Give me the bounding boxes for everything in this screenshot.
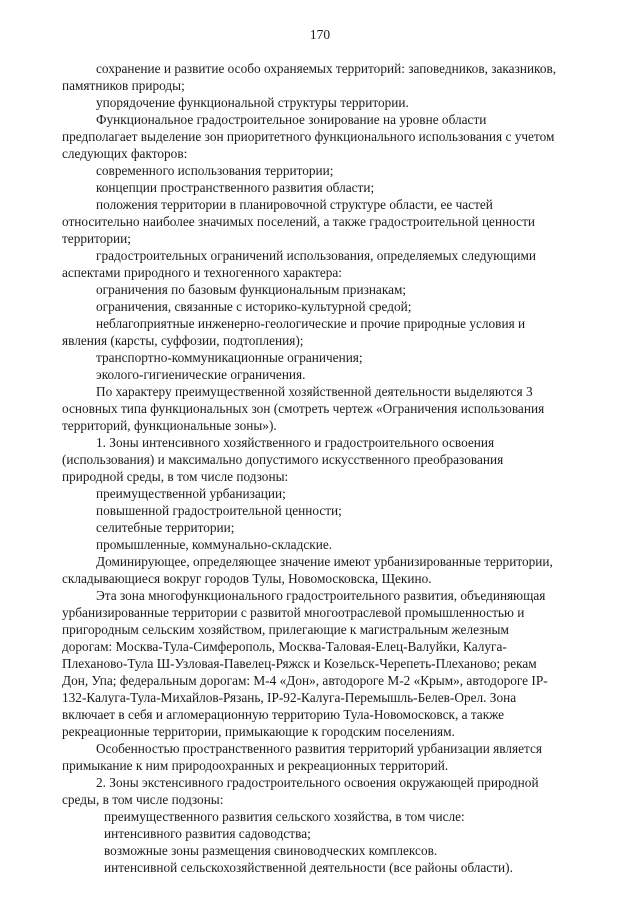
text-line: включает в себя и агломерационную территорию Тула-Новомосковск, а также (62, 707, 505, 722)
text-line: ограничения по базовым функциональным признакам; (96, 282, 407, 297)
text-line: возможные зоны размещения свиноводческих комплексов. (104, 843, 438, 858)
text-line: дорогам: Москва-Тула-Симферополь, Москва-Таловая-Елец-Валуйки, Калуга- (62, 639, 507, 654)
text-line: среды, в том числе подзоны: (62, 792, 224, 807)
text-line: интенсивного развития садоводства; (104, 826, 311, 841)
text-line: памятников природы; (62, 78, 185, 93)
text-line: складывающиеся вокруг городов Тулы, Новомосковска, Щекино. (62, 571, 432, 586)
text-line: Эта зона многофункционального градостроительного развития, объединяющая (96, 588, 546, 603)
text-line: повышенной градостроительной ценности; (96, 503, 342, 518)
text-line: Дон, Упа; федеральным дорогам: М-4 «Дон», автодороге М-2 «Крым», автодороге IP- (62, 673, 548, 688)
text-line: Плеханово-Тула Ш-Узловая-Павелец-Ряжск и Козельск-Черепеть-Плеханово; рекам (62, 656, 537, 671)
text-line: современного использования территории; (96, 163, 334, 178)
text-line: явления (карсты, суффозии, подтопления); (62, 333, 304, 348)
text-line: территорий, функциональные зоны»). (62, 418, 277, 433)
text-line: предполагает выделение зон приоритетного функционального использования с учетом (62, 129, 555, 144)
text-line: относительно наиболее значимых поселений, а также градостроительной ценности (62, 214, 536, 229)
text-line: ограничения, связанные с историко-культурной средой; (96, 299, 412, 314)
text-line: интенсивной сельскохозяйственной деятельности (все районы области). (104, 860, 513, 875)
text-line: примыкание к ним природоохранных и рекреационных территорий. (62, 758, 449, 773)
text-line: пригородным сельским хозяйством, прилегающие к магистральным железным (62, 622, 509, 637)
text-line: территории; (62, 231, 131, 246)
text-line: следующих факторов: (62, 146, 188, 161)
text-line: рекреационные территории, примыкающие к городским поселениям. (62, 724, 455, 739)
text-line: основных типа функциональных зон (смотреть чертеж «Ограничения использования (62, 401, 545, 416)
text-line: 132-Калуга-Тула-Михайлов-Рязань, IP-92-Калуга-Перемышль-Белев-Орел. Зона (62, 690, 517, 705)
text-line: упорядочение функциональной структуры территории. (96, 95, 409, 110)
text-line: концепции пространственного развития области; (96, 180, 375, 195)
text-line: 1. Зоны интенсивного хозяйственного и градостроительного освоения (96, 435, 495, 450)
text-line: Доминирующее, определяющее значение имеют урбанизированные территории, (96, 554, 553, 569)
text-line: градостроительных ограничений использования, определяемых следующими (96, 248, 537, 263)
text-line: (использования) и максимально допустимого искусственного преобразования (62, 452, 504, 467)
text-line: преимущественной урбанизации; (96, 486, 286, 501)
text-line: урбанизированные территории с развитой многоотраслевой промышленностью и (62, 605, 525, 620)
text-line: 2. Зоны экстенсивного градостроительного освоения окружающей природной (96, 775, 539, 790)
text-line: сохранение и развитие особо охраняемых территорий: заповедников, заказников, (96, 61, 557, 76)
text-line: транспортно-коммуникационные ограничения; (96, 350, 363, 365)
text-line: неблагоприятные инженерно-геологические и прочие природные условия и (96, 316, 526, 331)
page-number: 170 (309, 27, 331, 42)
text-line: эколого-гигиенические ограничения. (96, 367, 306, 382)
text-line: Функциональное градостроительное зонирование на уровне области (96, 112, 487, 127)
text-line: Особенностью пространственного развития территорий урбанизации является (96, 741, 543, 756)
text-line: селитебные территории; (96, 520, 235, 535)
text-line: аспектами природного и техногенного характера: (62, 265, 342, 280)
text-line: По характеру преимущественной хозяйственной деятельности выделяются 3 (96, 384, 533, 399)
text-line: природной среды, в том числе подзоны: (62, 469, 289, 484)
text-line: преимущественного развития сельского хозяйства, в том числе: (104, 809, 465, 824)
text-line: промышленные, коммунально-складские. (96, 537, 333, 552)
text-line: положения территории в планировочной структуре области, ее частей (96, 197, 493, 212)
